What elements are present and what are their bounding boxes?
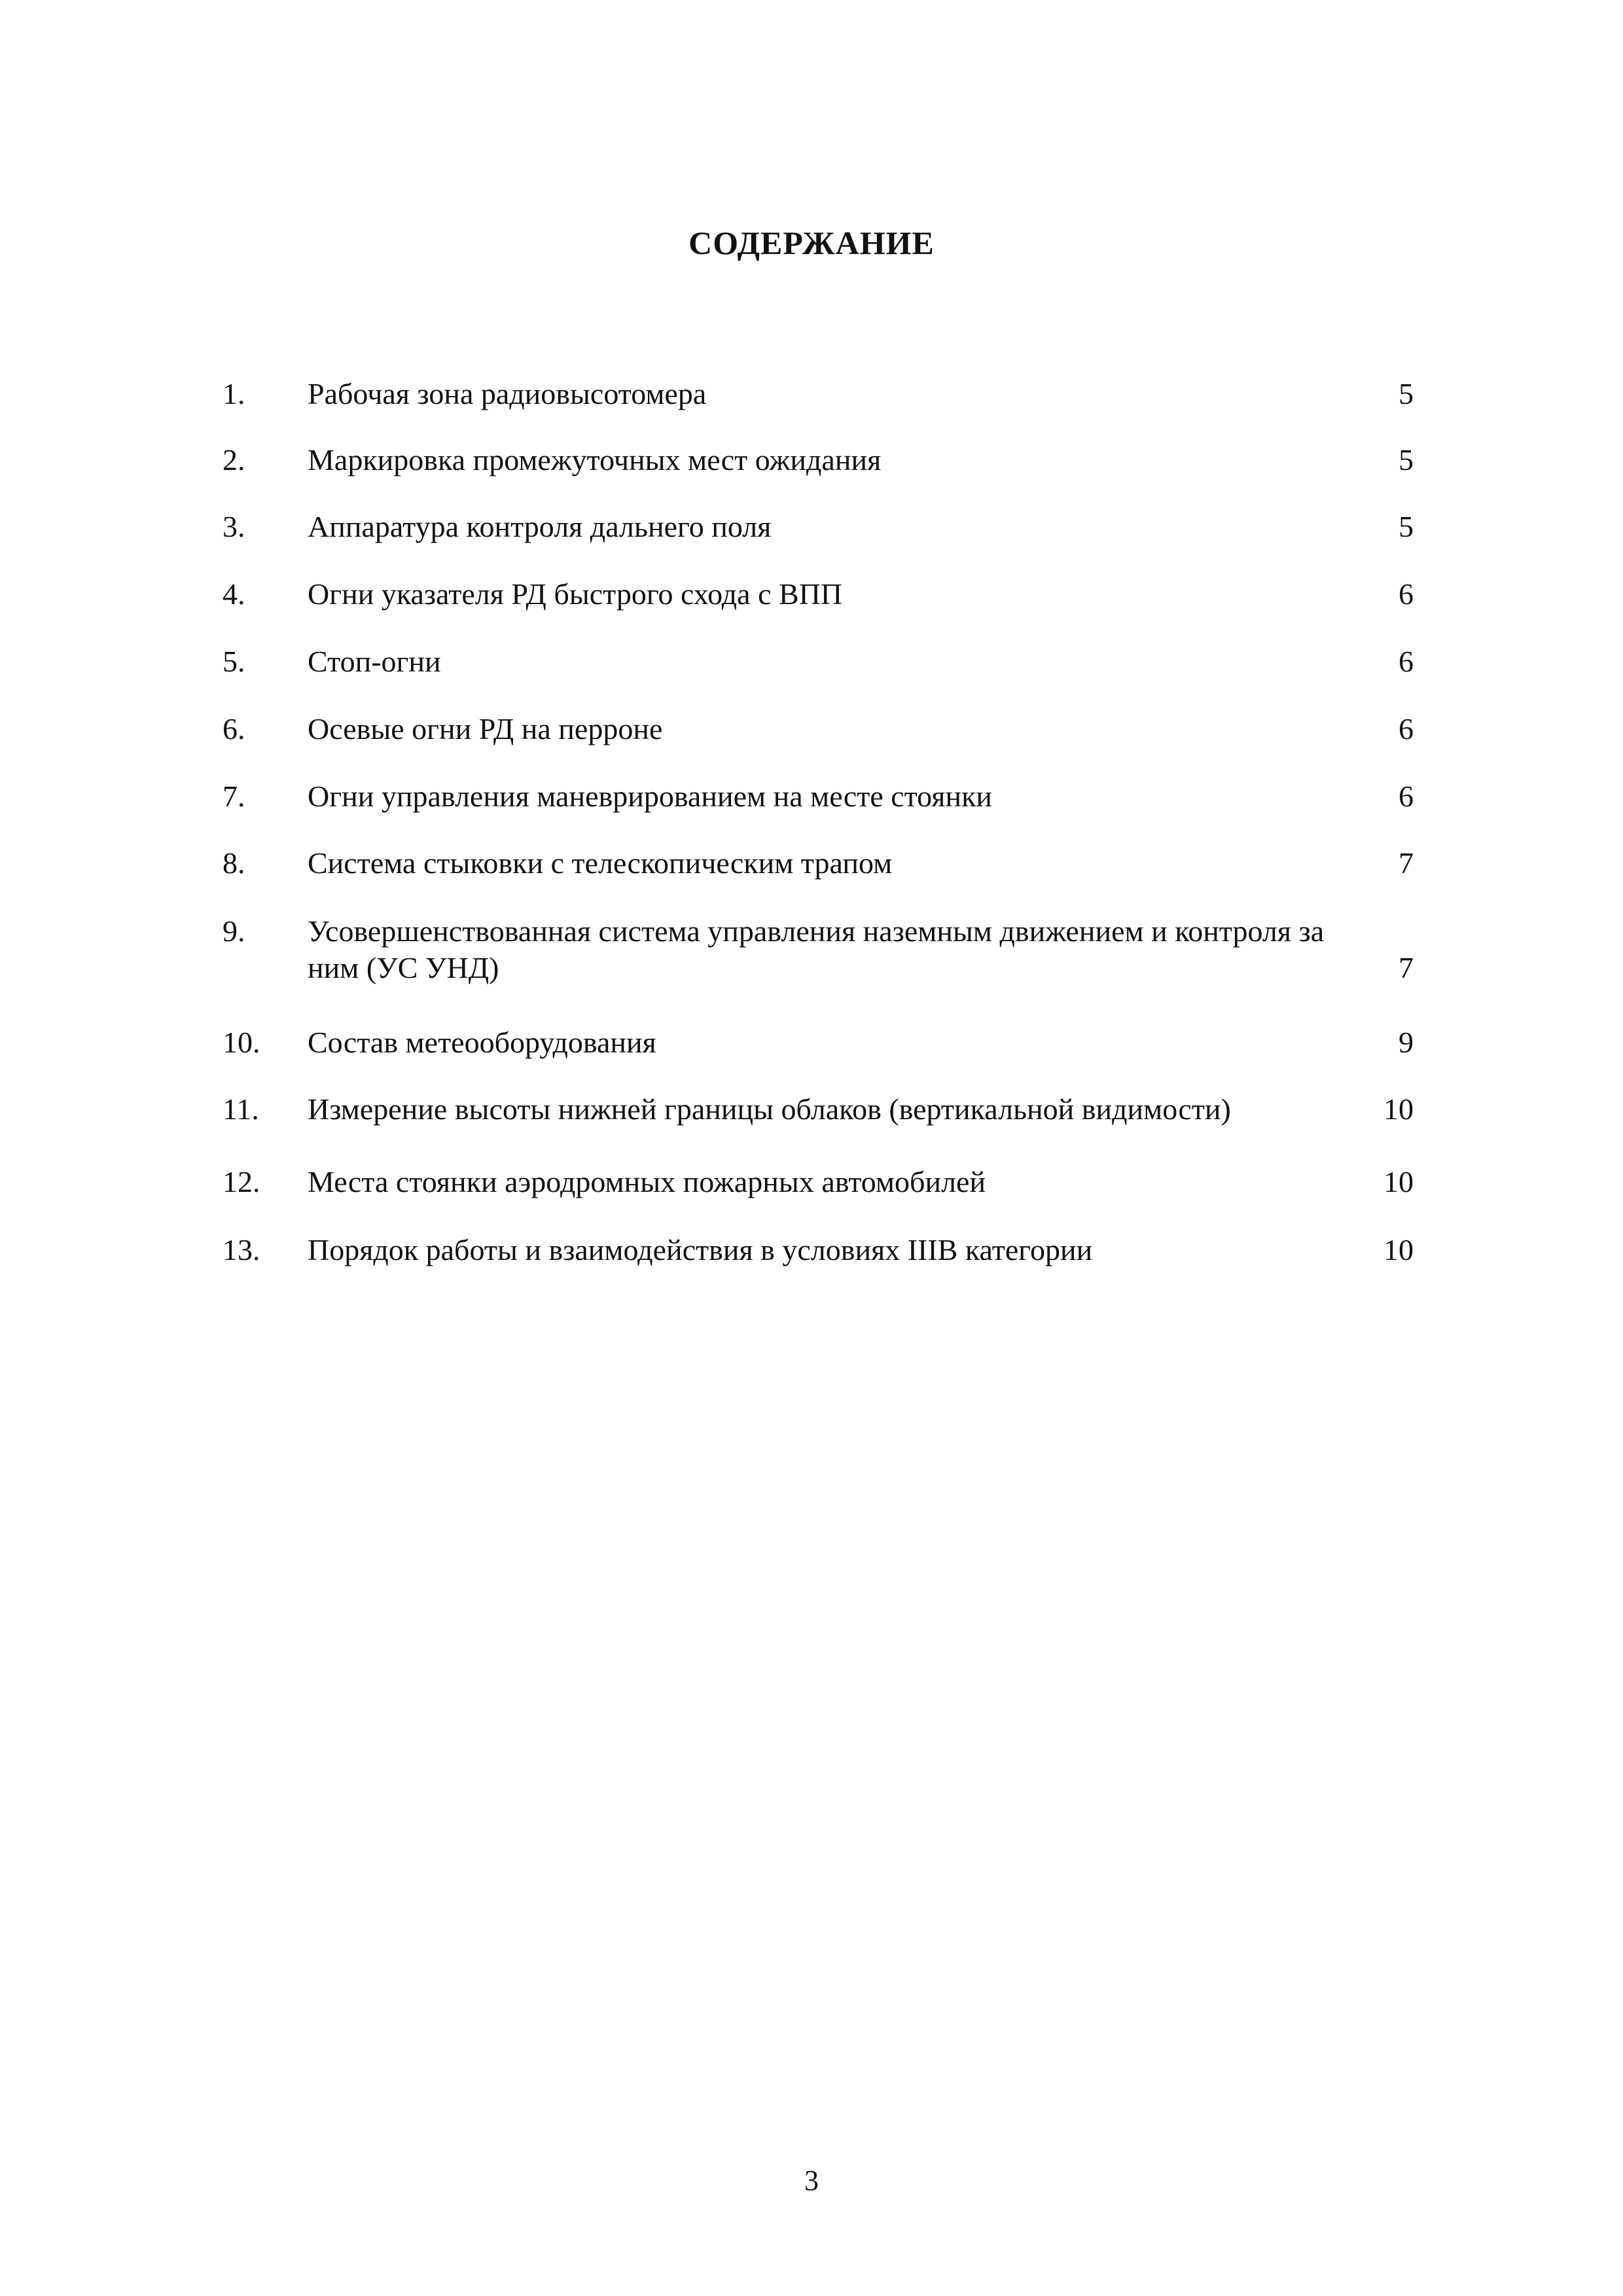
toc-entry-number: 12.: [223, 1165, 260, 1198]
toc-entry-title: Маркировка промежуточных мест ожидания: [308, 443, 882, 476]
toc-entry-title: Порядок работы и взаимодействия в условиях IIIВ категории: [308, 1233, 1093, 1266]
toc-entry-number: 4.: [223, 577, 245, 611]
toc-entry-number: 3.: [223, 510, 245, 543]
toc-entry-number: 2.: [223, 443, 245, 476]
toc-entry-page: 6: [1399, 577, 1414, 611]
toc-entry-number: 10.: [223, 1026, 260, 1059]
toc-entry-page: 10: [1383, 1165, 1414, 1198]
toc-entry-title: Огни управления маневрированием на месте стоянки: [308, 780, 993, 813]
toc-entry-number: 9.: [223, 914, 245, 948]
toc-entry-title: Места стоянки аэродромных пожарных автомобилей: [308, 1165, 986, 1198]
toc-entry-page: 9: [1399, 1026, 1414, 1059]
toc-entry-page: 5: [1399, 377, 1414, 410]
toc-entry-title: Аппаратура контроля дальнего поля: [308, 510, 772, 543]
toc-entry-title: Стоп-огни: [308, 645, 441, 678]
toc-entry-page: 6: [1399, 712, 1414, 745]
toc-entry-title: Система стыковки с телескопическим трапом: [308, 846, 893, 880]
toc-entry-number: 13.: [223, 1233, 260, 1266]
toc-entry-page: 6: [1399, 780, 1414, 813]
toc-entry-number: 8.: [223, 846, 245, 880]
page-number: 3: [804, 2164, 819, 2197]
toc-entry-page: 7: [1399, 951, 1414, 984]
toc-entry-title: Усовершенствованная система управления наземным движением и контроля за ним (УС УНД): [308, 914, 1325, 984]
toc-entry-number: 7.: [223, 780, 245, 813]
toc-entry-title: Состав метеооборудования: [308, 1026, 656, 1059]
toc-entry-title: Измерение высоты нижней границы облаков (вертикальной видимости): [308, 1092, 1231, 1126]
toc-entry-number: 11.: [223, 1092, 259, 1126]
toc-entry-title: Рабочая зона радиовысотомера: [308, 377, 707, 410]
toc-entry-page: 5: [1399, 443, 1414, 476]
document-title: СОДЕРЖАНИЕ: [688, 224, 935, 261]
toc-entry-title: Осевые огни РД на перроне: [308, 712, 663, 745]
toc-entry-number: 5.: [223, 645, 245, 678]
toc-entry-page: 10: [1383, 1092, 1414, 1126]
toc-entry-number: 1.: [223, 377, 245, 410]
toc-entry-page: 7: [1399, 846, 1414, 880]
toc-entry-number: 6.: [223, 712, 245, 745]
toc-entry-page: 10: [1383, 1233, 1414, 1266]
toc-entry-page: 6: [1399, 645, 1414, 678]
toc-entry-title: Огни указателя РД быстрого схода с ВПП: [308, 577, 843, 611]
toc-entry-page: 5: [1399, 510, 1414, 543]
